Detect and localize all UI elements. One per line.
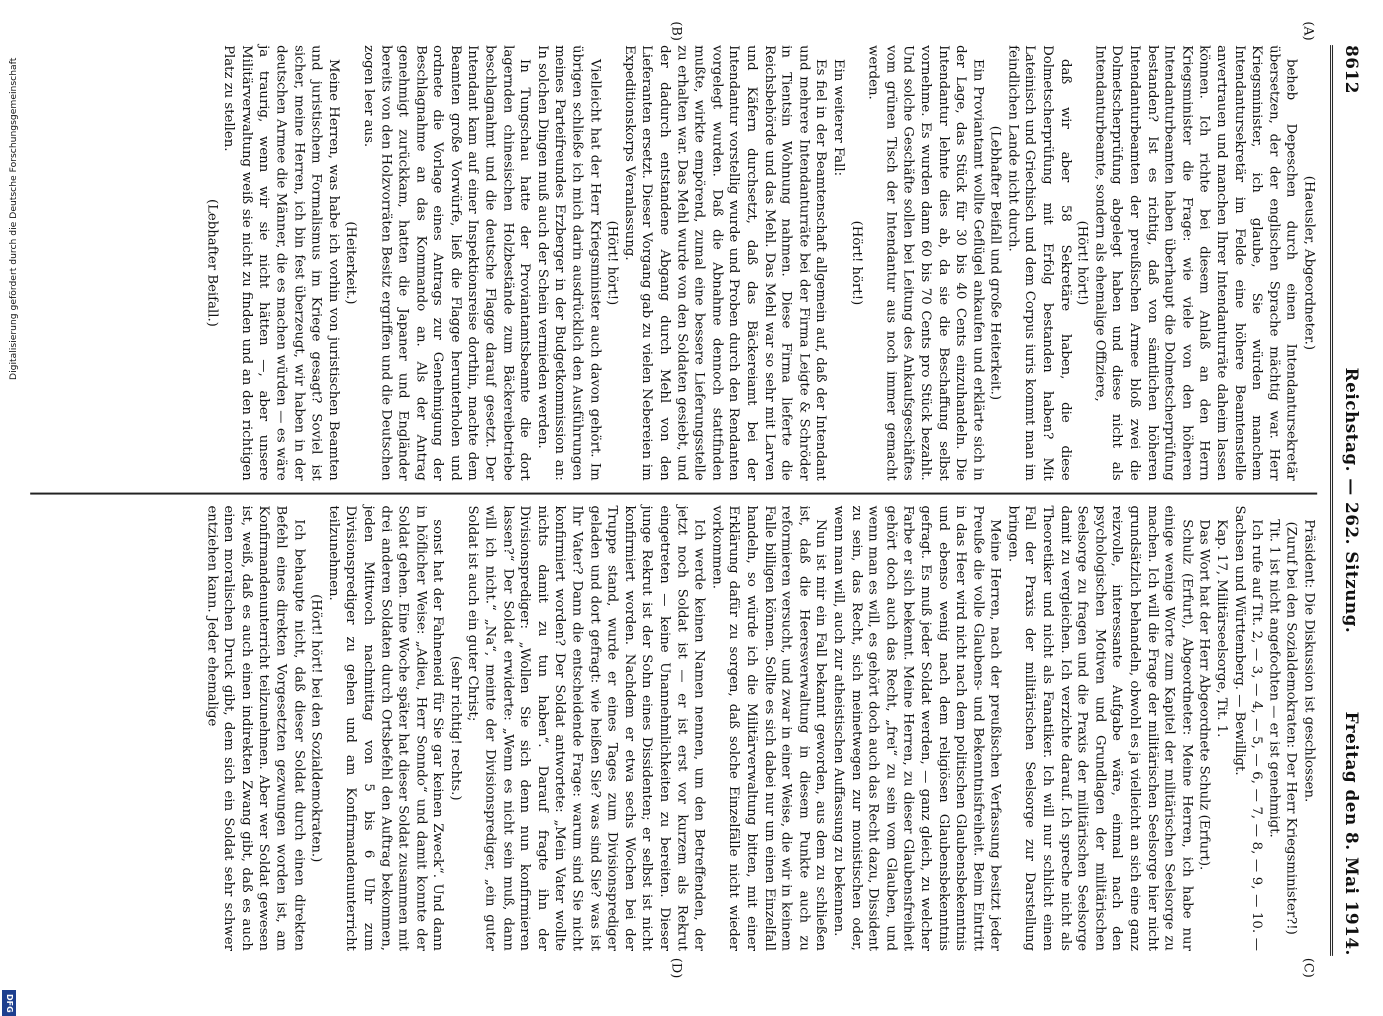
- paragraph: Kap. 17, Militärseelsorge, Tit. 1.: [1213, 518, 1229, 737]
- paragraph: Es fiel in der Beamtenschaft allgemein auf, daß der Intendant und mehrere Intendanturräte bei der Firma Leigte & Schröder in Tientsin Wohnung nahmen. Diese Firma lieferte die Reichsbehörde und das Mehl. Das Mehl war so sehr mit Larven und Käfern durchsetzt, daß das Bäckereiamt bei der Intendantur vorstellig wurde und Proben durch den Rendanten vorgelegt wurden. Daß die Abnahme dennoch stattfinden mußte, wirkte empörend, zumal eine bessere Lieferungsstelle zu erhalten war. Das Mehl wurde von den Soldaten gesiebt, und der dadurch entstandene Abgang durch Mehl von den Lieferanten ersetzt. Dieser Vorgang gab zu vielen Nebereien im Expeditionskorps Veranlassung.: [621, 44, 828, 481]
- page-number: 8612: [1340, 44, 1361, 94]
- left-column: [202, 45, 1317, 481]
- paragraph: sonst hat der Fahneneid für Sie gar keinen Zweck“. Und dann in höflicher Weise: „Adieu, Herr Sonndo“ und damit konnte der Soldat gehen. Eine Woche später hat dieser Soldat zusammen mit drei anderen Soldaten durch Ortsbefehl den Auftrag bekommen, jeden Mittwoch nachmittag von 5 bis 6 Uhr zum Divisionsprediger zu gehen und am Konfirmandenunterricht teilzunehmen.: [325, 504, 445, 951]
- right-column: [202, 505, 1317, 951]
- paragraph: Meine Herren, was habe ich vorhin von juristischen Beamten und juristischem Formalismus im Kriege gesagt? Soviel ist sicher, meine Herren, ich bin fest überzeugt, wir haben in der deutschen Armee die Männer, die es machen würden — es wäre ja traurig, wenn wir sie nicht hätten —, aber unsere Militärverwaltung weiß sie nicht zu finden und an den richtigen Platz zu stellen.: [220, 44, 341, 481]
- margin-mark-b: (B): [668, 20, 684, 41]
- paragraph: (Hört! hört! bei den Sozialdemokraten.): [308, 593, 323, 862]
- paragraph: (Zuruf bei den Sozialdemokraten: Der Herr Kriegsminister?!): [1283, 521, 1299, 935]
- dfg-logo: DFG: [2, 990, 16, 1016]
- paragraph: Ein weiterer Fall:: [830, 58, 846, 176]
- paragraph: Ein Proviantamt wollte Geflügel ankaufen und erklärte sich in der Lage, das Stück für 30 bis 40 Cents einzuhandeln. Die Intendantur lehnte dies ab, da sie die Beschaffung selbst vornehme. Es wurden dann 60 bis 70 Cents pro Stück bezahlt. Und solche Geschäfte sollen bei Leitung des Ankaufsgeschäftes vom grünen Tisch der Intendantur aus noch immer gemacht werden.: [865, 44, 985, 481]
- paragraph: (Hört! hört!): [847, 220, 863, 305]
- paragraph: Vielleicht hat der Herr Kriegsminister auch davon gehört. Im übrigen schließe ich mich darin ausdrücklich den Ausführungen meines Parteifreundes Erzberger in der Budgetkommission an: In solchen Dingen muß auch der Schein vermieden werden.: [534, 44, 602, 481]
- paragraph: Das Wort hat der Herr Abgeordnete Schulz (Erfurt).: [1196, 518, 1212, 870]
- margin-mark-a: (A): [1299, 20, 1315, 41]
- paragraph: Ich rufe auf Tit. 2, — 3, — 4, — 5, — 6, — 7, — 8, — 9, — 10. — Sachsen und Württemberg. — Bewilligt.: [1231, 504, 1264, 951]
- margin-mark-d: (D): [668, 957, 684, 978]
- page-date: Freitag den 8. Mai 1914.: [1340, 711, 1361, 956]
- paragraph: In Tungschau hatte der Proviantamtsbeamte die dort lagernden chinesischen Holzbestände zum Bäckereibetriebe beschlagnahmt und die deutsche Flagge darauf gesetzt. Der Intendant kam auf einer Inspektionsreise dorthin, machte dem Beamten große Vorwürfe, ließ die Flagge herunterholen und ordnete die Vorlage eines Antrags zur Genehmigung der Beschlagnahme an das Kommando an. Als der Antrag genehmigt zurückkam, hatten die Japaner und Engländer bereits von den Holzvorräten Besitz ergriffen und die Deutschen zogen leer aus.: [360, 44, 532, 481]
- column-divider: [30, 492, 1317, 493]
- paragraph: Nun ist mir ein Fall bekannt geworden, aus dem zu schließen ist, daß die Heeresverwaltung in diesem Punkte auch zu reformieren versucht, und zwar in einer Weise, die wir in keinem Falle billigen können. Sollte es sich dabei nur um einen Einzelfall handeln, so würde ich die Militärverwaltung bitten, mit einer Erklärung dafür zu sorgen, daß solche Einzelfälle nicht wieder vorkommen.: [708, 504, 828, 951]
- margin-mark-c: (C): [1299, 957, 1315, 978]
- paragraph: (Hört! hört!): [604, 220, 619, 305]
- paragraph: (Lebhafter Beifall und große Heiterkeit.): [987, 125, 1003, 400]
- paragraph: beheb Depeschen durch einen Intendantursekretär übersetzen, der der englischen Sprache mächtig war. Herr Kriegsminister, ich glaube, Sie würden manchem Intendantursekretär im Felde eine höhere Beamtenstelle anvertrauen und manchen Ihrer Intendanturräte daheim lassen können. Ich richte bei diesem Anlaß an den Herrn Kriegsminister die Frage: wie viele von den höheren Intendanturbeamten haben überhaupt die Dolmetscherprüfung bestanden? Ist es richtig, daß von sämtlichen höheren Intendanturbeamten der preußischen Armee bloß zwei die Dolmetscherprüfung abgelegt haben und diese nicht als Intendanturbeamte, sondern als ehemalige Offiziere,: [1091, 44, 1299, 481]
- paragraph: (Lebhafter Beifall.): [203, 198, 219, 327]
- paragraph: Meine Herren, nach der preußischen Verfassung besitzt jeder Preuße die volle Glaubens- und Bekenntnisfreiheit. Beim Eintritt in das Heer wird nicht nach dem politischen Glaubensbekenntnis und ebenso wenig nach dem religiösen Glaubensbekenntnis gefragt. Es muß jeder Soldat werden, — ganz gleich, zu welcher Farbe er sich bekennt. Meine Herren, zu dieser Glaubensfreiheit gehört doch auch das Recht, „frei“ zu sein vom Glauben, und wenn man es will, es gehört doch auch das Recht dazu, Dissident zu sein, das Recht, sich meinetwegen zur monistischen oder, wenn man will, auch zur atheistischen Auffassung zu bekennen.: [830, 504, 1003, 951]
- paragraph: (Heiterkeit.): [342, 220, 358, 304]
- paragraph: Tit. 1 ist nicht angefochten — er ist genehmigt.: [1266, 518, 1281, 838]
- paragraph: Ich werde keinen Namen nennen, um den Betreffenden, der jetzt noch Soldat ist — er ist erst vor kurzem als Rekrut eingetreten — keine Unannehmlichkeiten zu bereiten. Dieser junge Rekrut ist der Sohn eines Dissidenten; er selbst ist nicht konfirmiert worden. Nachdem er etwa sechs Wochen bei der Truppe stand, wurde er eines Tages zum Divisionsprediger geladen und dort gefragt: wie heißen Sie? was sind Sie? was ist Ihr Vater? Dann die entscheidende Frage: warum sind Sie nicht konfirmiert worden? Der Soldat antwortete: „Mein Vater wollte nichts damit zu tun haben“. Darauf fragte ihn der Divisionsprediger: „Wollen Sie sich denn nun konfirmieren lassen?“ Der Soldat erwiderte: „Wenn es nicht sein muß, dann will ich nicht.“ „Na“, meinte der Divisionsprediger, „ein guter Soldat ist auch ein guter Christ;: [464, 504, 707, 951]
- newspaper-page: [7, 5, 1376, 995]
- paragraph: (Hört! hört!): [1074, 220, 1090, 305]
- page-header: [1330, 45, 1365, 956]
- paragraph: Präsident: Die Diskussion ist geschlossen.: [1300, 518, 1316, 802]
- paragraph: Ich behaupte nicht, daß dieser Soldat durch einen direkten Befehl eines direkten Vorgesetzten gezwungen worden ist, am Konfirmandenunterricht teilzunehmen. Aber wer Soldat gewesen ist, weiß, daß es auch einen indirekten Zwang gibt, daß es auch einen moralischen Druck gibt, dem sich ein Soldat sehr schwer entziehen kann. Jeder ehemalige: [203, 504, 306, 951]
- digitization-note: Digitalisierung gefördert durch die Deutsche Forschungsgemeinschaft: [8, 57, 19, 380]
- paragraph: daß wir aber 58 Sekretäre haben, die diese Dolmetscherprüfung mit Erfolg bestanden haben? Mit Lateinisch und Griechisch und dem Corpus iuris kommt man im feindlichen Lande nicht durch.: [1004, 44, 1072, 481]
- rotated-page: [7, 5, 1376, 995]
- paragraph: Schulz (Erfurt), Abgeordneter: Meine Herren, ich habe nur einige wenige Worte zum Kapitel der militärischen Seelsorge zu machen. Ich will die Frage der militärischen Seelsorge hier nicht grundsätzlich behandeln, obwohl es ja vielleicht an sich eine ganz reizvolle, interessante Aufgabe wäre, einmal nach den psychologischen Motiven und Grundlagen der militärischen Seelsorge zu fragen und die Praxis der militärischen Seelsorge damit zu vergleichen. Ich verzichte darauf. Ich spreche nicht als Theoretiker und nicht als Fanatiker. Ich will nur schlicht einen Fall der Praxis der militärischen Seelsorge zur Darstellung bringen.: [1004, 504, 1194, 951]
- paragraph: (sehr richtig! rechts.): [447, 655, 463, 801]
- page-title: Reichstag. — 262. Sitzung.: [1340, 367, 1361, 633]
- paragraph: (Haeusler, Abgeordneter.): [1300, 175, 1316, 350]
